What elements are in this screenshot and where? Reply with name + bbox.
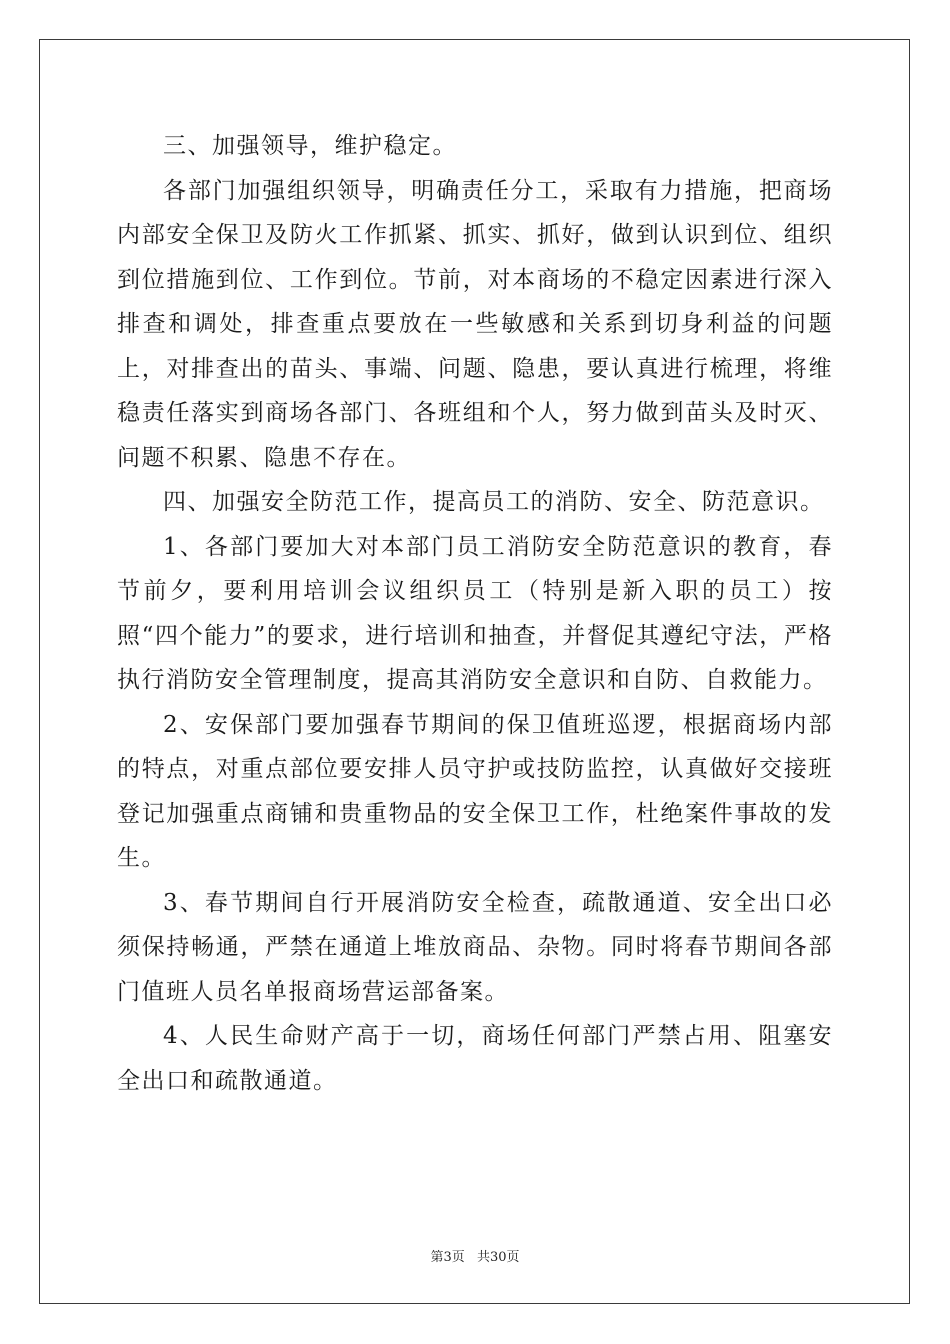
paragraph: 3、春节期间自行开展消防安全检查，疏散通道、安全出口必须保持畅通，严禁在通道上堆放商品、杂物。同时将春节期间各部门值班人员名单报商场营运部备案。 [117,889,833,1005]
section-heading-3: 三、加强领导，维护稳定。 [163,133,457,159]
paragraph: 2、安保部门要加强春节期间的保卫值班巡逻，根据商场内部的特点，对重点部位要安排人员守护或技防监控，认真做好交接班登记加强重点商铺和贵重物品的安全保卫工作，杜绝案件事故的发生。 [117,711,833,871]
document-body [117,124,833,1103]
page-total: 共30页 [476,1250,520,1265]
page-number: 第3页 [430,1250,465,1265]
paragraph: 1、各部门要加大对本部门员工消防安全防范意识的教育，春节前夕，要利用培训会议组织员工（特别是新入职的员工）按照“四个能力”的要求，进行培训和抽查，并督促其遵纪守法，严格执行消防安全管理制度，提高其消防安全意识和自防、自救能力。 [117,533,833,693]
paragraph: 各部门加强组织领导，明确责任分工，采取有力措施，把商场内部安全保卫及防火工作抓紧、抓实、抓好，做到认识到位、组织到位措施到位、工作到位。节前，对本商场的不稳定因素进行深入排查和调处，排查重点要放在一些敏感和关系到切身利益的问题上，对排查出的苗头、事端、问题、隐患，要认真进行梳理，将维稳责任落实到商场各部门、各班组和个人，努力做到苗头及时灭、问题不积累、隐患不存在。 [117,177,833,471]
page-footer [0,1246,950,1265]
paragraph: 4、人民生命财产高于一切，商场任何部门严禁占用、阻塞安全出口和疏散通道。 [117,1023,833,1094]
section-heading-4: 四、加强安全防范工作，提高员工的消防、安全、防范意识。 [163,489,825,515]
